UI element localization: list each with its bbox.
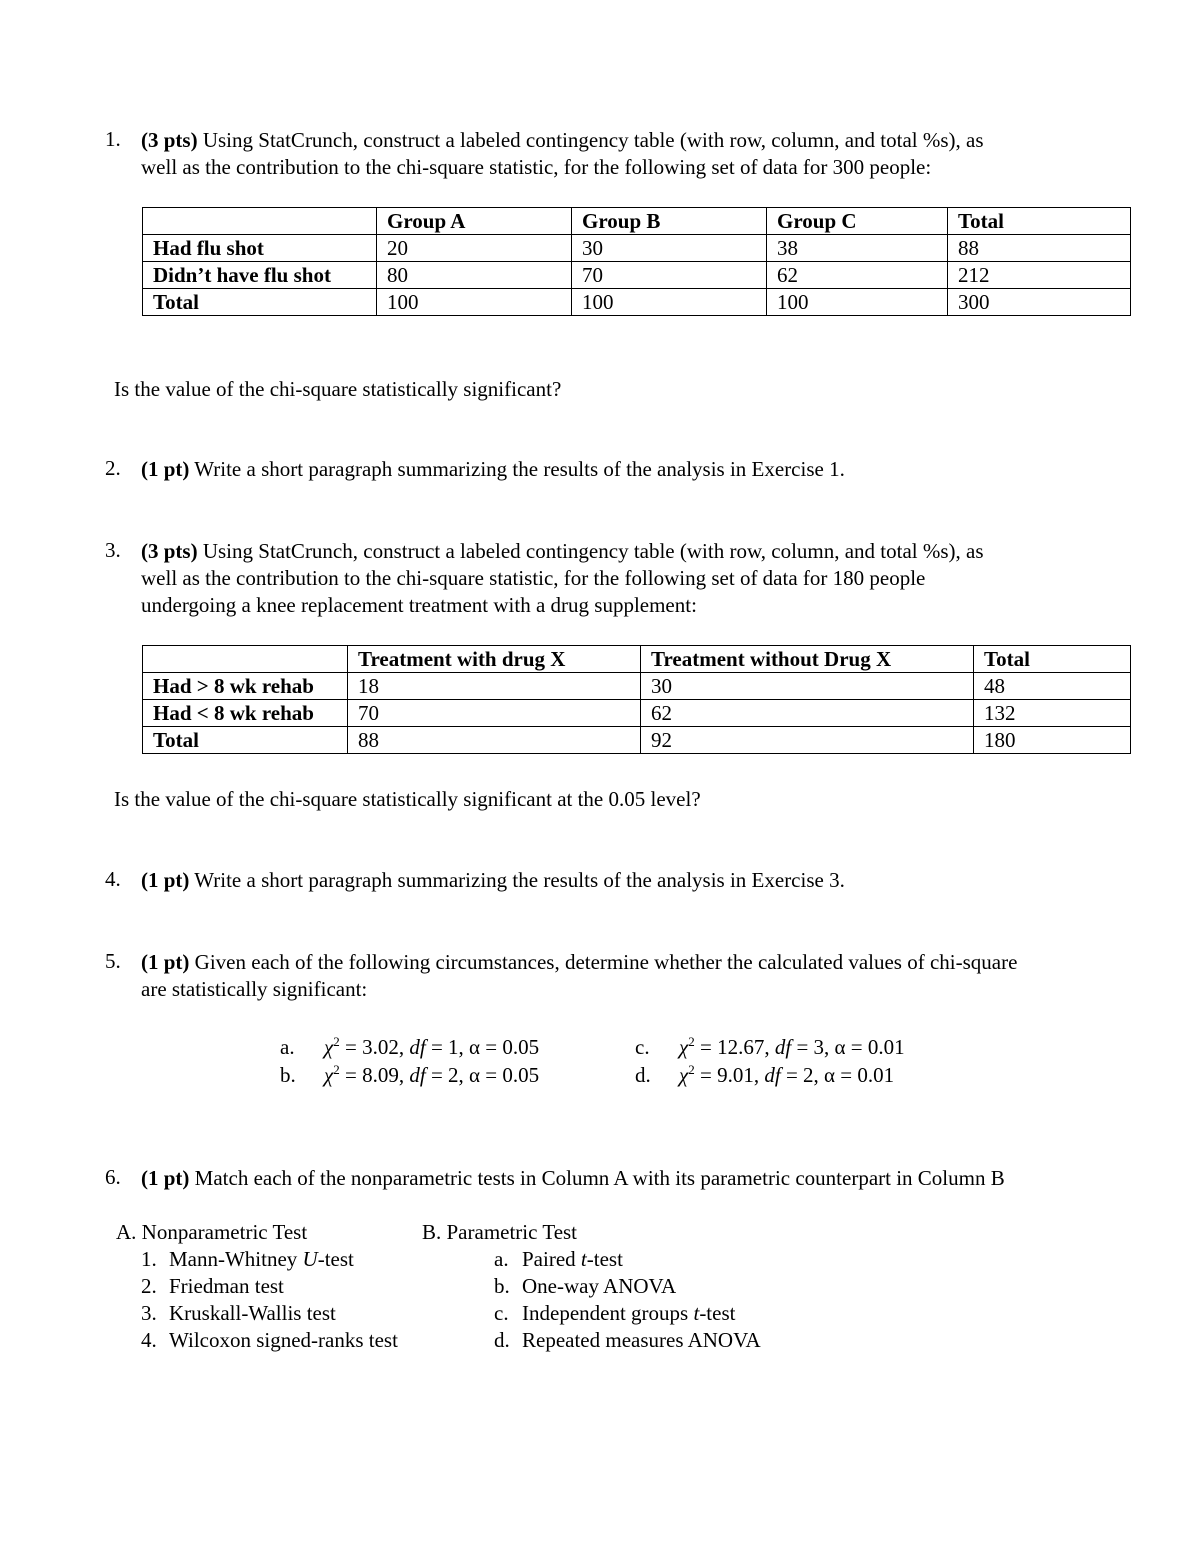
df-alpha-value: = 3, α = 0.01	[791, 1035, 905, 1059]
q2-points: (1 pt)	[141, 457, 190, 481]
q5-item-label: d.	[635, 1063, 651, 1087]
q3-table-cell: 70	[348, 700, 641, 727]
q4-line	[141, 867, 845, 894]
q1-table-cell: 70	[572, 262, 767, 289]
q3-table-cell: 92	[641, 727, 974, 754]
q3-table-cell: Treatment with drug X	[348, 646, 641, 673]
column-b-item	[494, 1273, 676, 1300]
q1-table-cell: Had flu shot	[143, 235, 377, 262]
q1-table-cell: 100	[572, 289, 767, 316]
q5-line-2: are statistically significant:	[141, 977, 368, 1001]
q3-line-1	[141, 538, 984, 565]
q3-table-cell: 180	[974, 727, 1131, 754]
df-label: df	[774, 1035, 792, 1059]
chi-value: = 3.02,	[339, 1035, 410, 1059]
column-a-item	[141, 1273, 284, 1300]
column-a-item-text: Friedman test	[169, 1274, 284, 1298]
chi-value: = 9.01,	[694, 1063, 765, 1087]
q3-table-cell: Treatment without Drug X	[641, 646, 974, 673]
column-b-item-suffix: -test	[586, 1247, 623, 1271]
column-a-item-number: 2.	[141, 1274, 157, 1298]
chi-value: = 12.67,	[694, 1035, 775, 1059]
q3-table-cell: Total	[974, 646, 1131, 673]
column-b-item-number: b.	[494, 1274, 510, 1298]
chi-exponent: 2	[688, 1034, 695, 1049]
q1-table-cell: 300	[948, 289, 1131, 316]
q1-table-cell: 100	[377, 289, 572, 316]
column-b-item	[494, 1327, 761, 1354]
q5-points: (1 pt)	[141, 950, 190, 974]
q3-table-row-3	[143, 727, 1131, 754]
q1-question: Is the value of the chi-square statistically significant?	[114, 377, 562, 401]
q5-item-label: b.	[280, 1063, 296, 1087]
column-b-item-number: a.	[494, 1247, 509, 1271]
column-b-item	[494, 1300, 735, 1327]
df-alpha-value: = 2, α = 0.05	[425, 1063, 540, 1087]
q3-table-cell: 88	[348, 727, 641, 754]
q3-table-row-2	[143, 700, 1131, 727]
q1-contingency-table	[142, 207, 1131, 316]
df-label: df	[409, 1035, 426, 1059]
q1-table-cell: Group A	[377, 208, 572, 235]
chi-symbol: χ	[679, 1063, 689, 1087]
q6-number: 6.	[105, 1165, 121, 1189]
q5-number: 5.	[105, 949, 121, 973]
q3-table-cell: 48	[974, 673, 1131, 700]
q3-table-cell: Had > 8 wk rehab	[143, 673, 348, 700]
q2-text: Write a short paragraph summarizing the results of the analysis in Exercise 1.	[189, 457, 845, 481]
column-a-item-number: 3.	[141, 1301, 157, 1325]
q3-table-cell: Total	[143, 727, 348, 754]
column-a-item-number: 1.	[141, 1247, 157, 1271]
q1-table-cell: 88	[948, 235, 1131, 262]
q3-table-row-1	[143, 673, 1131, 700]
q4-number: 4.	[105, 867, 121, 891]
column-b-item-text: Independent groups	[522, 1301, 694, 1325]
column-b-item-number: c.	[494, 1301, 509, 1325]
column-a-item-suffix: -test	[317, 1247, 354, 1271]
q3-line-2: well as the contribution to the chi-square statistic, for the following set of data for 180 people	[141, 566, 926, 590]
q3-table-header-row	[143, 646, 1131, 673]
q1-table-cell: Group B	[572, 208, 767, 235]
column-b-item-italic: t	[580, 1247, 587, 1271]
df-alpha-value: = 1, α = 0.05	[425, 1035, 540, 1059]
column-b-item-suffix: -test	[699, 1301, 736, 1325]
column-a-item	[141, 1300, 336, 1327]
q1-line-1	[141, 127, 984, 154]
q3-contingency-table	[142, 645, 1131, 754]
q4-text: Write a short paragraph summarizing the results of the analysis in Exercise 3.	[189, 868, 845, 892]
column-a-item	[141, 1327, 398, 1354]
column-b-item-text: One-way ANOVA	[522, 1274, 677, 1298]
q1-table-cell: 38	[767, 235, 948, 262]
q1-table-cell: 80	[377, 262, 572, 289]
q1-table-cell: Group C	[767, 208, 948, 235]
q5-item-d	[635, 1056, 894, 1089]
chi-symbol: χ	[679, 1035, 689, 1059]
q5-item-b	[280, 1056, 539, 1089]
q3-table-cell: 18	[348, 673, 641, 700]
q5-item-label: c.	[635, 1035, 650, 1059]
q1-table-row-3	[143, 289, 1131, 316]
df-alpha-value: = 2, α = 0.01	[780, 1063, 895, 1087]
q3-table-cell: 62	[641, 700, 974, 727]
q1-table-header-row	[143, 208, 1131, 235]
q3-number: 3.	[105, 538, 121, 562]
column-a-heading: A. Nonparametric Test	[116, 1220, 308, 1244]
q5-line-1	[141, 949, 1017, 976]
q1-table-cell: Total	[948, 208, 1131, 235]
chi-exponent: 2	[333, 1034, 340, 1049]
q1-points: (3 pts)	[141, 128, 198, 152]
q6-text: Match each of the nonparametric tests in Column A with its parametric counterpart in Column B	[189, 1166, 1005, 1190]
q3-table-cell: Had < 8 wk rehab	[143, 700, 348, 727]
chi-symbol: χ	[324, 1063, 334, 1087]
q2-line	[141, 456, 845, 483]
q3-question: Is the value of the chi-square statistically significant at the 0.05 level?	[114, 787, 701, 811]
column-a-item	[141, 1246, 354, 1273]
q5-item-label: a.	[280, 1035, 295, 1059]
q1-table-cell: 20	[377, 235, 572, 262]
column-b-heading: B. Parametric Test	[422, 1220, 578, 1244]
chi-exponent: 2	[333, 1062, 340, 1077]
column-a-item-number: 4.	[141, 1328, 157, 1352]
q6-points: (1 pt)	[141, 1166, 190, 1190]
q3-line-3: undergoing a knee replacement treatment with a drug supplement:	[141, 593, 697, 617]
q1-table-cell: 100	[767, 289, 948, 316]
q3-text-1: Using StatCrunch, construct a labeled contingency table (with row, column, and total %s), as	[197, 539, 984, 563]
chi-exponent: 2	[688, 1062, 695, 1077]
chi-value: = 8.09,	[339, 1063, 410, 1087]
q1-table-row-1	[143, 235, 1131, 262]
column-a-item-text: Wilcoxon signed-ranks test	[169, 1328, 398, 1352]
q1-table-cell	[143, 208, 377, 235]
q1-line-2: well as the contribution to the chi-square statistic, for the following set of data for 300 people:	[141, 155, 932, 179]
q1-table-row-2	[143, 262, 1131, 289]
q1-table-cell: 212	[948, 262, 1131, 289]
column-b-item	[494, 1246, 623, 1273]
column-b-item-text: Repeated measures ANOVA	[522, 1328, 761, 1352]
column-a-item-italic: U	[302, 1247, 318, 1271]
q3-table-cell	[143, 646, 348, 673]
df-label: df	[409, 1063, 426, 1087]
q6-line	[141, 1165, 1005, 1192]
q1-table-cell: Total	[143, 289, 377, 316]
q5-text-1: Given each of the following circumstances, determine whether the calculated values of chi-square	[189, 950, 1018, 974]
q2-number: 2.	[105, 456, 121, 480]
q1-number: 1.	[105, 127, 121, 151]
q1-table-cell: 62	[767, 262, 948, 289]
column-b-item-italic: t	[693, 1301, 700, 1325]
q3-points: (3 pts)	[141, 539, 198, 563]
q1-table-cell: Didn’t have flu shot	[143, 262, 377, 289]
column-b-item-text: Paired	[522, 1247, 581, 1271]
q3-table-cell: 132	[974, 700, 1131, 727]
df-label: df	[764, 1063, 781, 1087]
column-a-item-text: Kruskall-Wallis test	[169, 1301, 336, 1325]
q3-table-cell: 30	[641, 673, 974, 700]
column-a-item-text: Mann-Whitney	[169, 1247, 303, 1271]
q1-text-1: Using StatCrunch, construct a labeled contingency table (with row, column, and total %s), as	[197, 128, 984, 152]
q1-table-cell: 30	[572, 235, 767, 262]
chi-symbol: χ	[324, 1035, 334, 1059]
column-b-item-number: d.	[494, 1328, 510, 1352]
q4-points: (1 pt)	[141, 868, 190, 892]
